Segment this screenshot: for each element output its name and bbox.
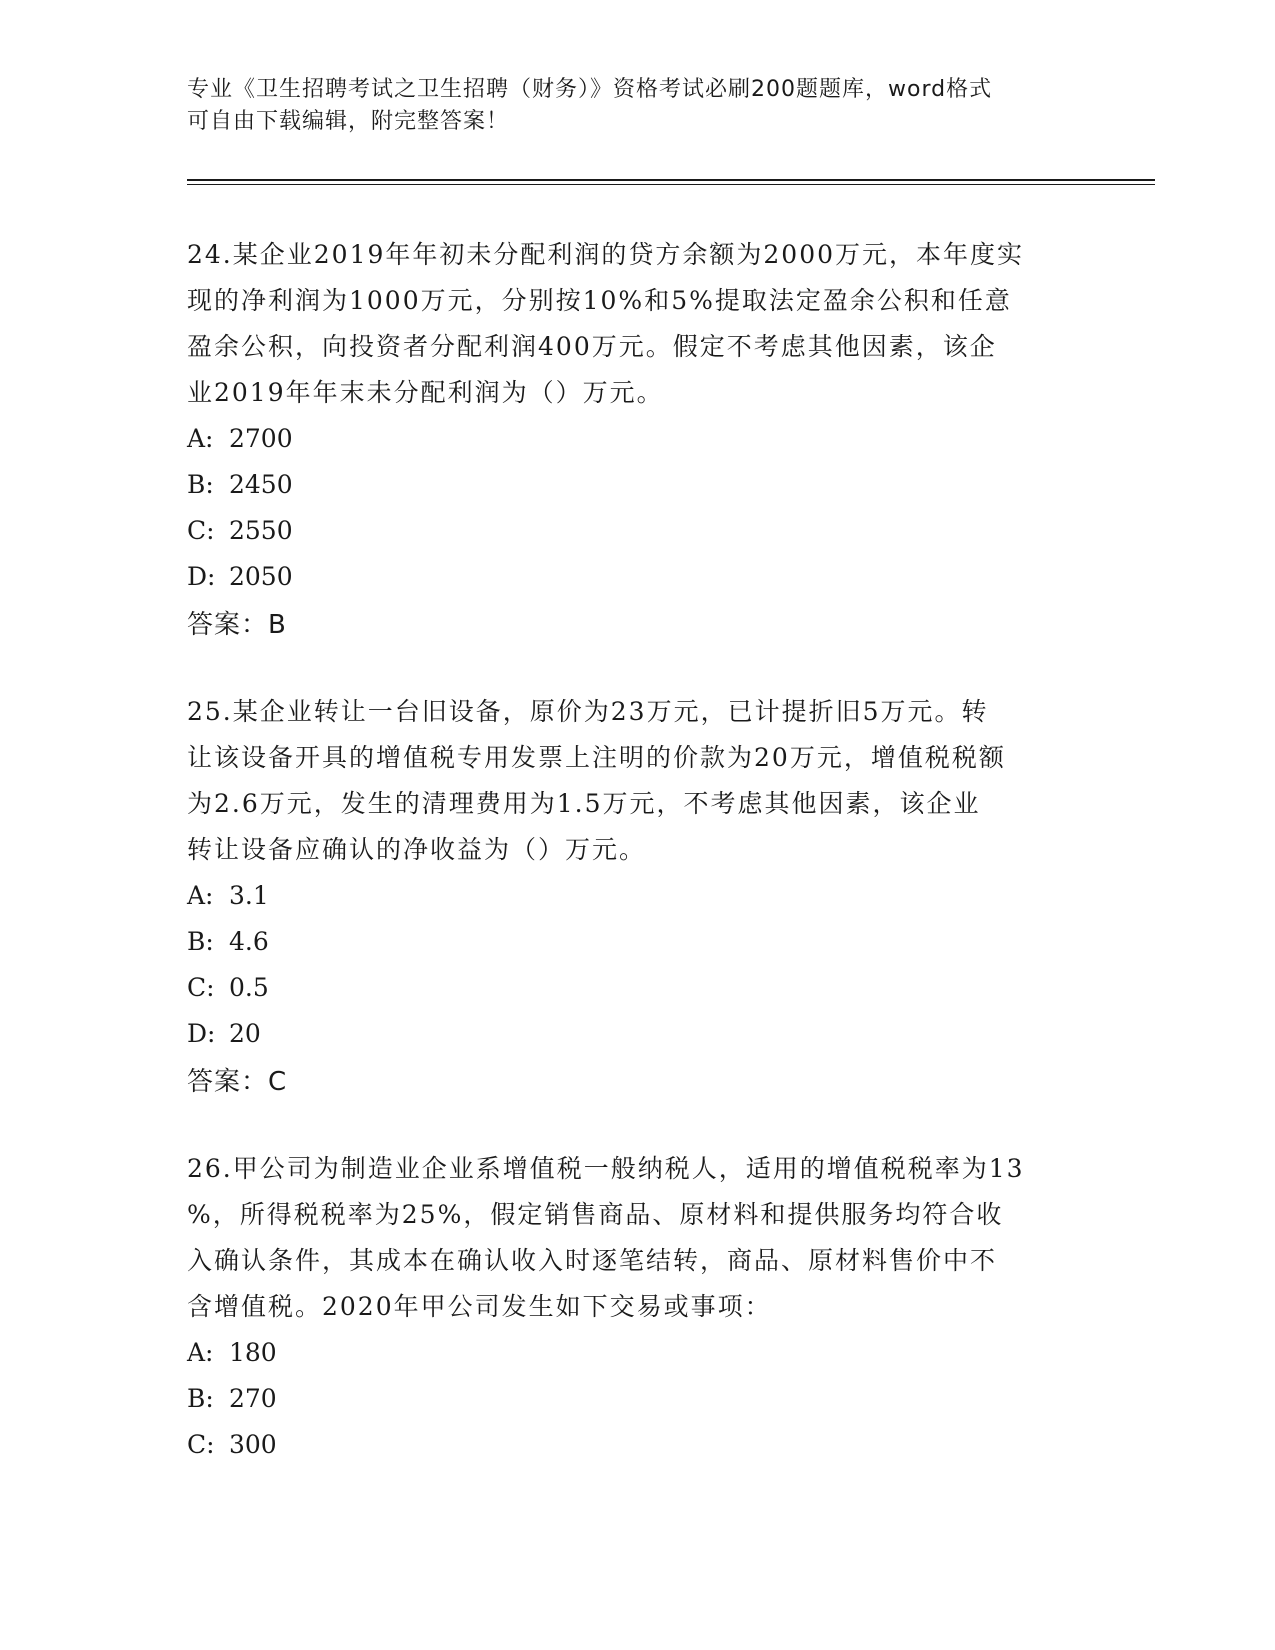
question-24 (187, 232, 1087, 648)
option-key: D: (187, 1019, 216, 1048)
stem-line: 业2019年年末未分配利润为（）万元。 (187, 378, 664, 407)
option-a (187, 416, 1087, 462)
stem-line: %，所得税税率为25%，假定销售商品、原材料和提供服务均符合收 (187, 1200, 1004, 1229)
option-key: B: (187, 470, 214, 499)
stem-line: 26.甲公司为制造业企业系增值税一般纳税人，适用的增值税税率为13 (187, 1154, 1025, 1183)
question-stem (187, 1146, 1087, 1330)
option-key: B: (187, 1384, 214, 1413)
header-divider-thin (187, 184, 1155, 185)
question-26 (187, 1146, 1087, 1468)
stem-line: 含增值税。2020年甲公司发生如下交易或事项： (187, 1292, 772, 1321)
option-key: C: (187, 1430, 215, 1459)
option-c (187, 1422, 1087, 1468)
option-key: C: (187, 516, 215, 545)
answer-label: 答案：C (187, 1067, 288, 1097)
stem-line: 25.某企业转让一台旧设备，原价为23万元，已计提折旧5万元。转 (187, 697, 989, 726)
header-line-2: 可自由下载编辑，附完整答案！ (187, 109, 510, 134)
option-value: 270 (229, 1384, 277, 1413)
stem-line: 让该设备开具的增值税专用发票上注明的价款为20万元，增值税税额 (187, 743, 1006, 772)
option-value: 2050 (229, 562, 293, 591)
stem-line: 转让设备应确认的净收益为（）万元。 (187, 835, 647, 864)
stem-line: 现的净利润为1000万元，分别按10%和5%提取法定盈余公积和任意 (187, 286, 1012, 315)
question-stem (187, 689, 1087, 873)
option-b (187, 1376, 1087, 1422)
header-line-1: 专业《卫生招聘考试之卫生招聘（财务）》资格考试必刷200题题库，word格式 (187, 77, 993, 102)
option-c (187, 508, 1087, 554)
question-25 (187, 689, 1087, 1105)
stem-line: 24.某企业2019年年初未分配利润的贷方余额为2000万元，本年度实 (187, 240, 1025, 269)
stem-line: 盈余公积，向投资者分配利润400万元。假定不考虑其他因素，该企 (187, 332, 997, 361)
option-key: B: (187, 927, 214, 956)
option-a (187, 1330, 1087, 1376)
option-value: 300 (229, 1430, 277, 1459)
stem-line: 入确认条件，其成本在确认收入时逐笔结转，商品、原材料售价中不 (187, 1246, 998, 1275)
option-value: 3.1 (229, 881, 269, 910)
question-stem (187, 232, 1087, 416)
option-d (187, 1011, 1087, 1057)
stem-line: 为2.6万元，发生的清理费用为1.5万元，不考虑其他因素，该企业 (187, 789, 981, 818)
option-a (187, 873, 1087, 919)
answer-label: 答案：B (187, 610, 287, 640)
option-value: 20 (229, 1019, 261, 1048)
option-c (187, 965, 1087, 1011)
option-b (187, 462, 1087, 508)
option-value: 2700 (229, 424, 293, 453)
option-value: 2550 (229, 516, 293, 545)
option-value: 2450 (229, 470, 293, 499)
option-d (187, 554, 1087, 600)
document-header (187, 74, 1067, 138)
option-value: 0.5 (229, 973, 269, 1002)
header-divider-thick (187, 179, 1155, 181)
option-key: A: (187, 881, 214, 910)
option-key: A: (187, 424, 214, 453)
option-value: 4.6 (229, 927, 269, 956)
option-key: C: (187, 973, 215, 1002)
option-key: D: (187, 562, 216, 591)
option-key: A: (187, 1338, 214, 1367)
option-value: 180 (229, 1338, 277, 1367)
option-b (187, 919, 1087, 965)
